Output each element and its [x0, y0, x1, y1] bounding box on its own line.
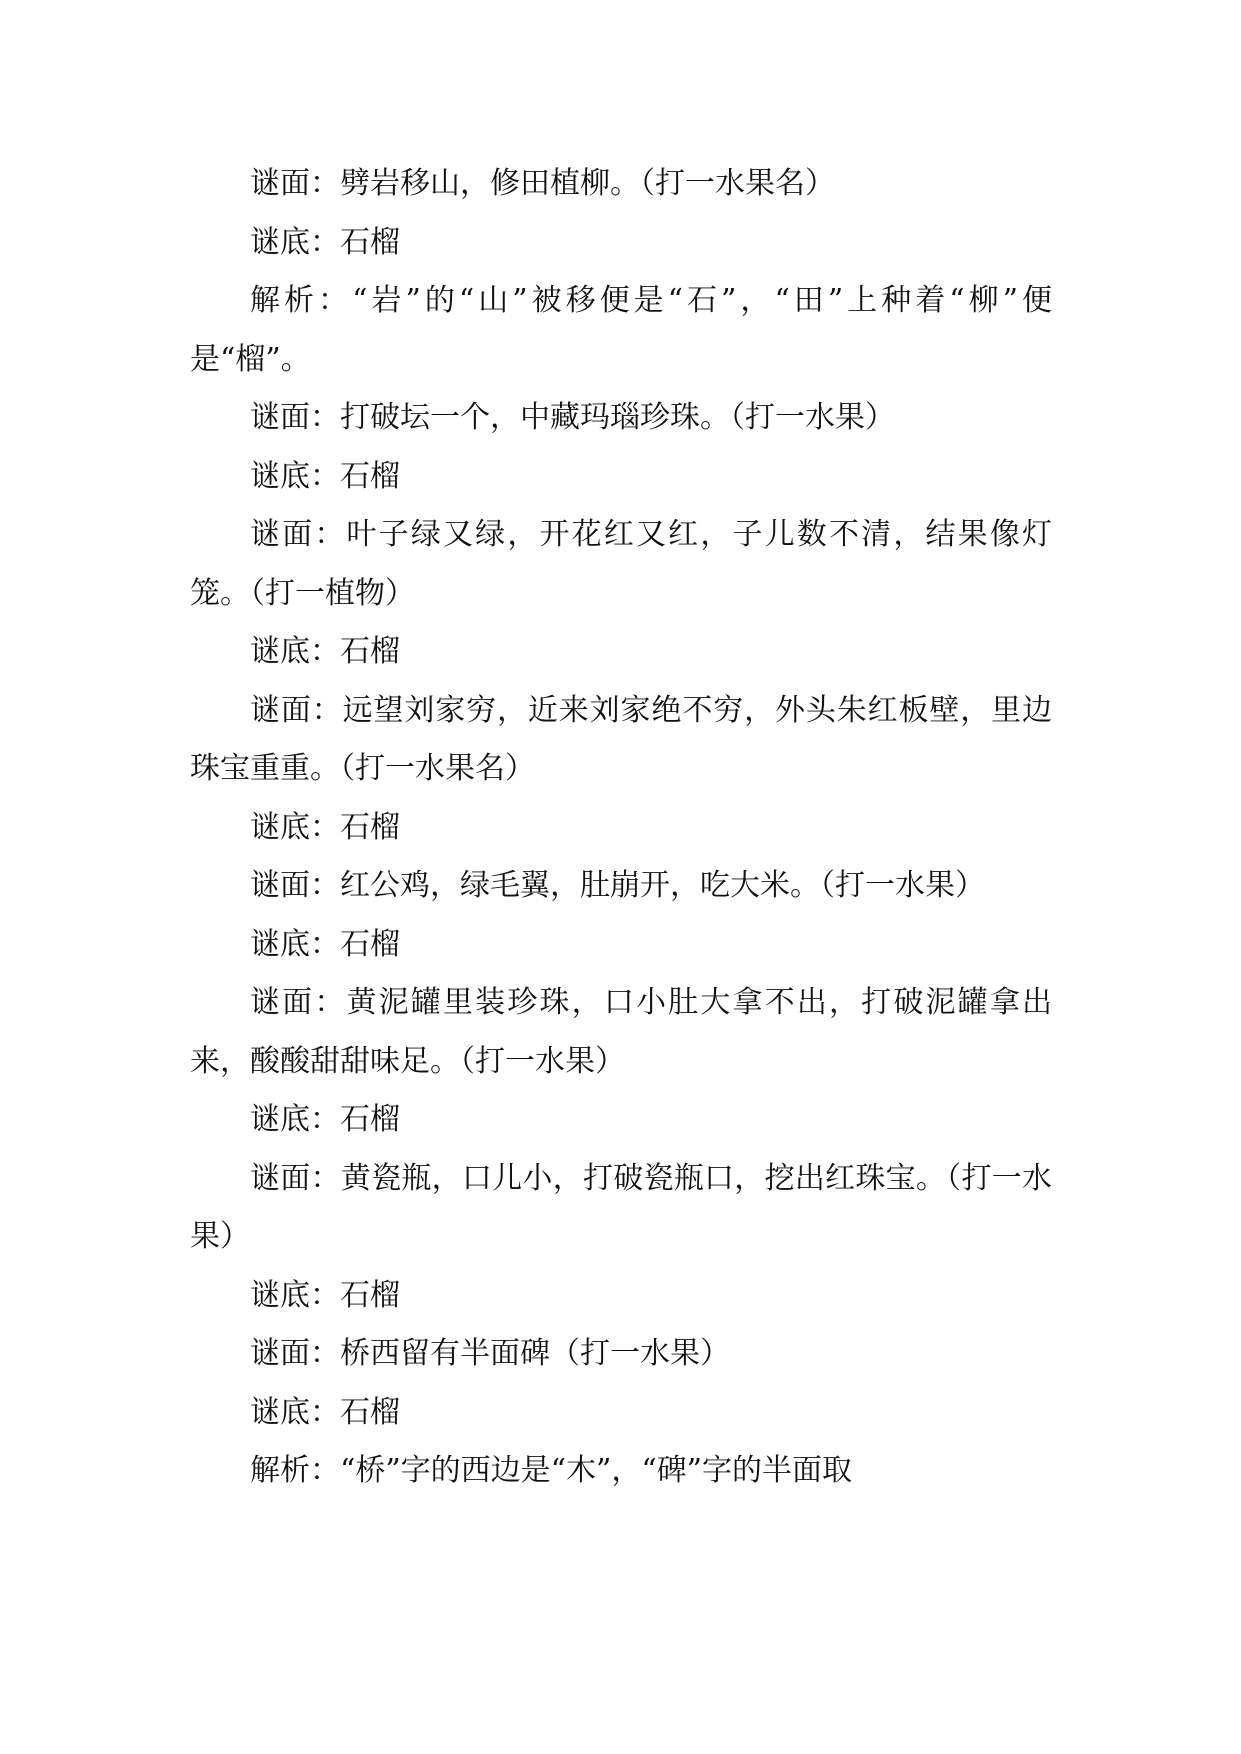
riddle-answer: 谜底：石榴: [250, 1102, 400, 1137]
riddle-question: 谜面：桥西留有半面碑（打一水果）: [250, 1336, 730, 1371]
riddle-answer: 谜底：石榴: [250, 1277, 400, 1313]
riddle-question: 谜面：劈岩移山，修田植柳。（打一水果名）: [250, 166, 835, 201]
riddle-question: 谜面：叶子绿又绿，开花红又红，子儿数不清，结果像灯笼。（打一植物）: [190, 517, 1052, 611]
riddle-answer: 谜底：石榴: [250, 224, 400, 260]
riddle-question: 谜面：红公鸡，绿毛翼，肚崩开，吃大米。（打一水果）: [250, 868, 985, 903]
riddle-answer: 谜底：石榴: [250, 634, 400, 669]
riddle-question: 谜面：黄泥罐里装珍珠，口小肚大拿不出，打破泥罐拿出来，酸酸甜甜味足。（打一水果）: [190, 985, 1052, 1079]
riddle-question: 谜面：打破坛一个，中藏玛瑙珍珠。（打一水果）: [250, 400, 895, 435]
riddle-explanation: 解析：“岩”的“山”被移便是“石”，“田”上种着“柳”便是“榴”。: [190, 283, 1052, 377]
riddle-question: 谜面：远望刘家穷，近来刘家绝不穷，外头朱红板壁，里边珠宝重重。（打一水果名）: [190, 692, 1052, 786]
riddle-answer: 谜底：石榴: [250, 458, 400, 494]
riddle-answer: 谜底：石榴: [250, 926, 400, 962]
riddle-explanation: 解析：“桥”字的西边是“木”，“碑”字的半面取: [250, 1453, 853, 1488]
document-body: [190, 155, 1052, 1501]
riddle-answer: 谜底：石榴: [250, 1394, 400, 1430]
riddle-answer: 谜底：石榴: [250, 809, 400, 845]
riddle-question: 谜面：黄瓷瓶，口儿小，打破瓷瓶口，挖出红珠宝。（打一水果）: [190, 1160, 1052, 1254]
